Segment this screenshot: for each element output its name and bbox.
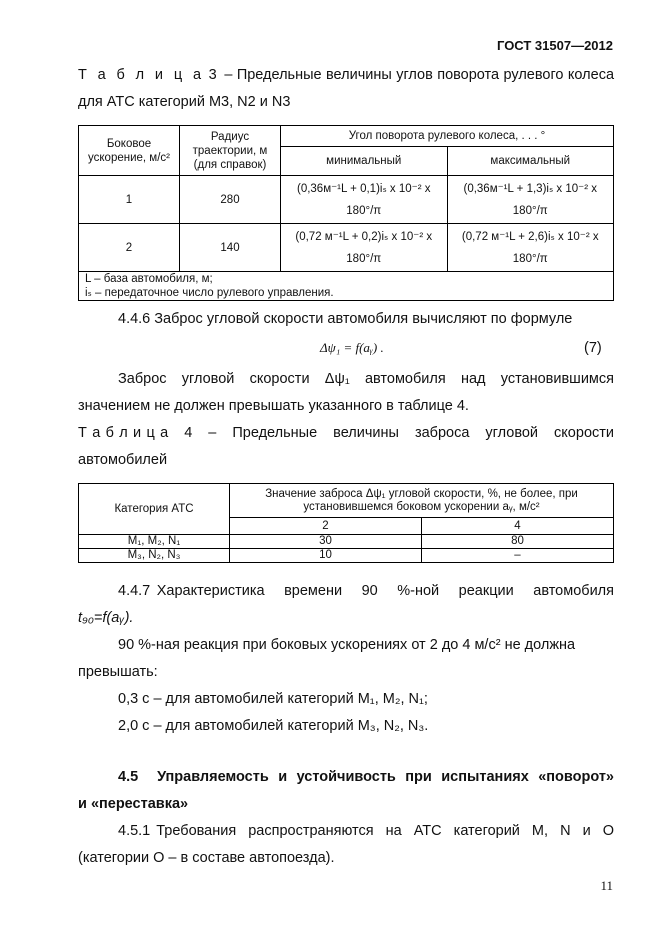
table3-max-line1: (0,72 м⁻¹L + 2,6)iₛ х 10⁻² х: [461, 230, 599, 243]
table3-max-line1: (0,36м⁻¹L + 1,3)iₛ х 10⁻² х: [463, 182, 598, 195]
section-45-title-line2: и «переставка»: [78, 796, 189, 812]
para-447-line1: 4.4.7 Характеристика времени 90 %-ной реакции автомобиля: [118, 583, 614, 599]
table3-min-line1: (0,72 м⁻¹L + 0,2)iₛ х 10⁻² х: [295, 230, 433, 243]
table-row: [79, 535, 614, 549]
table3-max-line2: 180°/π: [512, 252, 548, 265]
table3-radius: 280: [180, 176, 281, 224]
para-zabros-line2: значением не должен превышать указанного в таблице 4.: [78, 398, 469, 414]
section-45-title-line1: 4.5 Управляемость и устойчивость при испытаниях «поворот»: [118, 769, 614, 785]
table3-max-line2: 180°/π: [512, 204, 548, 217]
table4-value-4: –: [422, 549, 614, 563]
table3-accel: 2: [79, 224, 180, 272]
table-row: [79, 176, 614, 224]
table4-category: M₁, M₂, N₁: [79, 535, 230, 549]
para-446: 4.4.6 Заброс угловой скорости автомобиля вычисляют по формуле: [118, 311, 573, 327]
table3-min-line2: 180°/π: [346, 204, 382, 217]
table4-header-value: [230, 484, 614, 518]
table3-header-angle: Угол поворота рулевого колеса, . . . °: [281, 126, 614, 147]
para-90-line1: 90 %-ная реакция при боковых ускорениях от 2 до 4 м/с² не должна: [118, 637, 576, 653]
table4-sub-2: 2: [230, 518, 422, 535]
table3-header-radius: Радиус траектории, м (для справок): [180, 126, 281, 176]
table3-notes: [79, 272, 614, 301]
table3-note1: L – база автомобиля, м;: [85, 273, 213, 285]
table3-header-max: максимальный: [447, 147, 614, 176]
table4-sub-4: 4: [422, 518, 614, 535]
table3-caption-line2: для АТС категорий М3, N2 и N3: [78, 94, 291, 110]
para-451-line1: 4.5.1 Требования распространяются на АТС категорий М, N и О: [118, 823, 614, 839]
list-item: 0,3 с – для автомобилей категорий M₁, M₂, N₁;: [118, 691, 428, 707]
table4-header-value-line2: установившемся боковом ускорении aᵧ, м/с²: [303, 500, 540, 513]
table4-caption-line2: автомобилей: [78, 452, 168, 468]
table4-value-2: 10: [230, 549, 422, 563]
list-item: 2,0 с – для автомобилей категорий M₃, N₂, N₃.: [118, 718, 429, 734]
table3-note2: iₛ – передаточное число рулевого управления.: [85, 287, 334, 299]
para-447-line2: t₉₀=f(aᵧ).: [78, 610, 134, 626]
para-90-line2: превышать:: [78, 664, 158, 680]
table3-max: [447, 224, 614, 272]
table3-min-line2: 180°/π: [346, 252, 382, 265]
table3-caption-label: Т а б л и ц а: [78, 67, 205, 83]
equation-number: (7): [584, 340, 602, 356]
table3-min: [281, 224, 448, 272]
table4-caption-line1: Т а б л и ц а 4 – Предельные величины заброса угловой скорости: [78, 425, 614, 441]
table3-radius: 140: [180, 224, 281, 272]
table3-caption: [78, 65, 614, 85]
table4-category: M₃, N₂, N₃: [79, 549, 230, 563]
table4-value-4: 80: [422, 535, 614, 549]
para-zabros-line1: Заброс угловой скорости Δψ₁ автомобиля над установившимся: [118, 371, 614, 387]
table-row: [79, 549, 614, 563]
table3-min: [281, 176, 448, 224]
table4-header-category: Категория АТС: [79, 484, 230, 535]
formula-7: Δψ₁ = f(aᵧ) .: [320, 340, 384, 355]
para-451-line2: (категории О – в составе автопоезда).: [78, 850, 335, 866]
table4: [78, 483, 614, 563]
table3-header-accel: Боковое ускорение, м/с²: [79, 126, 180, 176]
table3-min-line1: (0,36м⁻¹L + 0,1)iₛ х 10⁻² х: [296, 182, 431, 195]
table3-caption-line1: – Предельные величины углов поворота рулевого колеса: [224, 67, 615, 83]
table3-accel: 1: [79, 176, 180, 224]
table3-header-min: минимальный: [281, 147, 448, 176]
table3-caption-number: 3: [208, 67, 220, 83]
document-header: ГОСТ 31507—2012: [497, 38, 613, 53]
table4-value-2: 30: [230, 535, 422, 549]
table-row: [79, 224, 614, 272]
table4-header-value-line1: Значение заброса Δψ₁ угловой скорости, %, не более, при: [265, 487, 578, 500]
table3-max: [447, 176, 614, 224]
page-number: 11: [600, 878, 613, 893]
table3: [78, 125, 614, 301]
